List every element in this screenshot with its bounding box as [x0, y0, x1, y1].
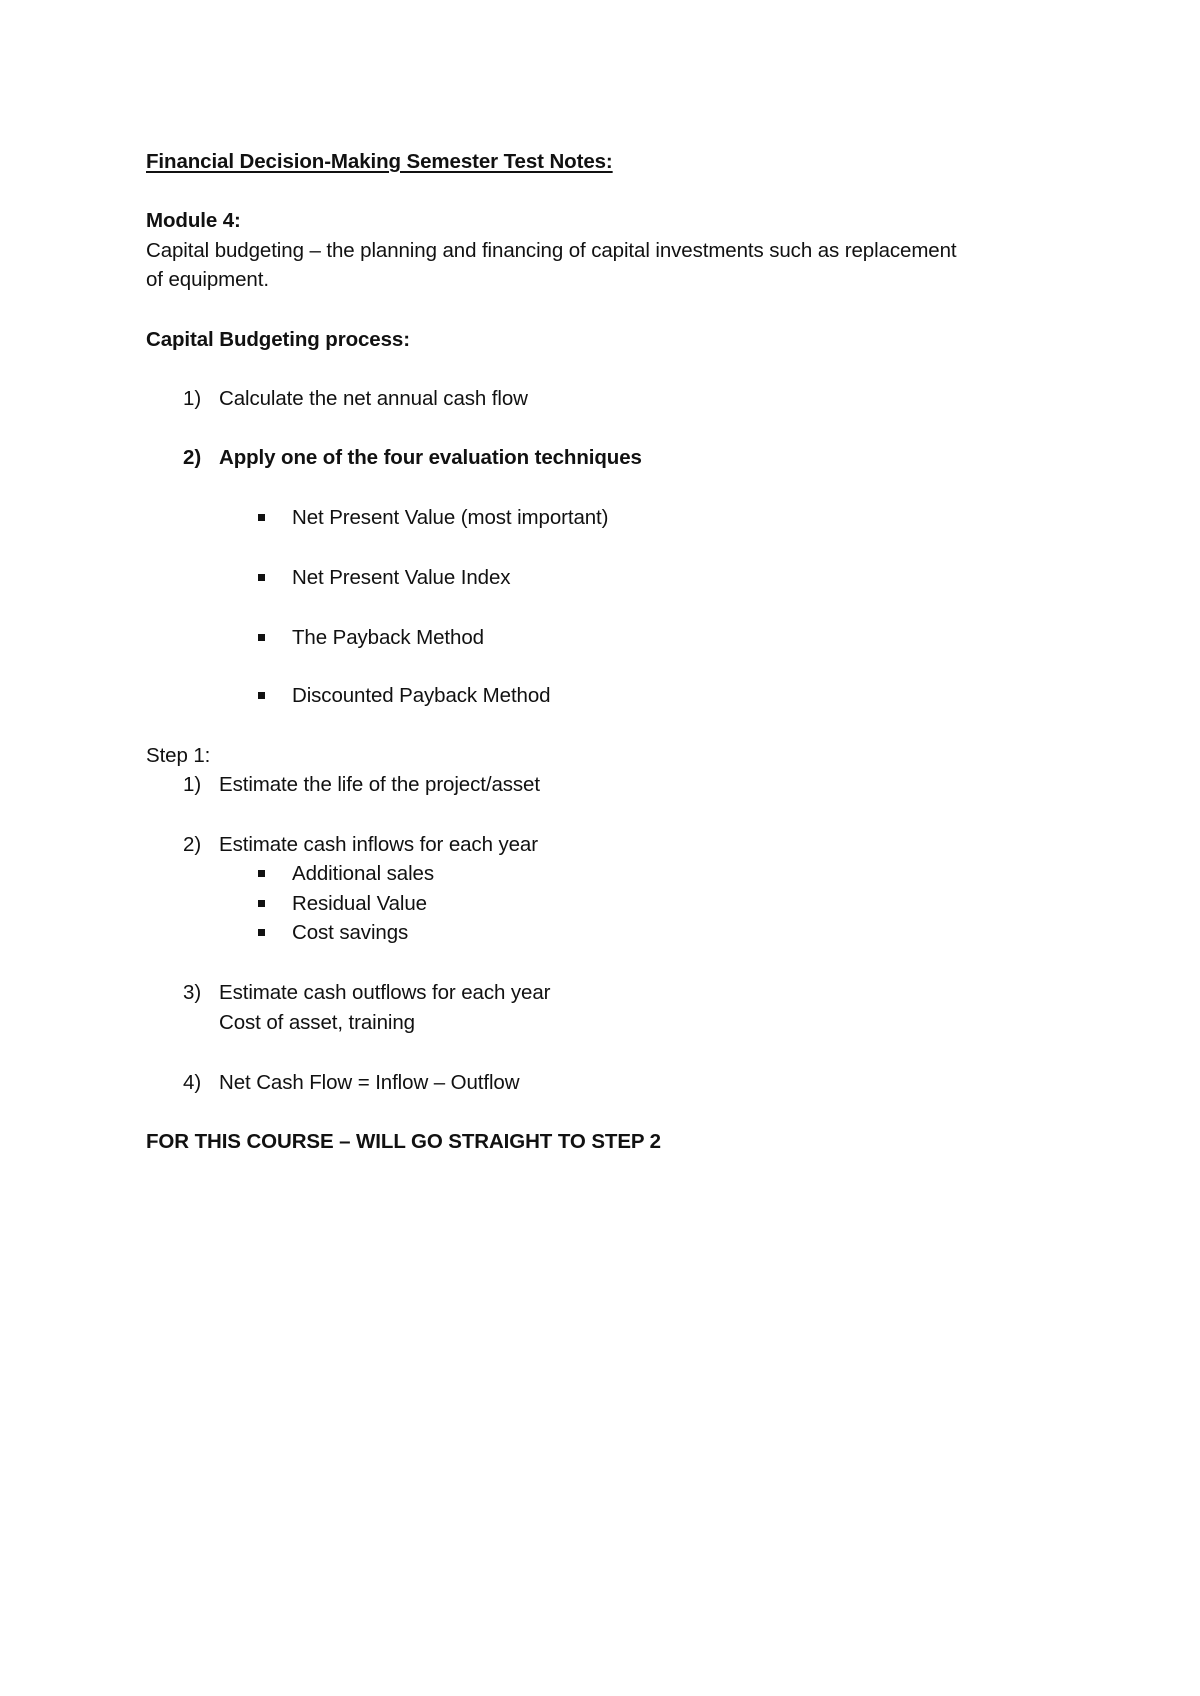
- step1-heading: Step 1:: [146, 744, 211, 767]
- technique-item-3: The Payback Method: [292, 626, 484, 649]
- bullet-marker: [258, 900, 265, 907]
- process-step-2-number: 2): [183, 446, 202, 469]
- step1-item-2-number: 2): [183, 833, 202, 856]
- inflow-item-1: Additional sales: [292, 862, 434, 885]
- step1-item-1-number: 1): [183, 773, 202, 796]
- step1-item-3-text: Estimate cash outflows for each year: [219, 981, 551, 1004]
- process-step-2-text: Apply one of the four evaluation techniques: [219, 446, 642, 469]
- outflow-detail: Cost of asset, training: [219, 1011, 415, 1034]
- technique-item-4: Discounted Payback Method: [292, 684, 551, 707]
- bullet-marker: [258, 692, 265, 699]
- bullet-marker: [258, 929, 265, 936]
- step1-item-4-number: 4): [183, 1071, 202, 1094]
- step1-item-1-text: Estimate the life of the project/asset: [219, 773, 540, 796]
- document-title: Financial Decision-Making Semester Test Notes:: [146, 150, 613, 173]
- definition-line-1: Capital budgeting – the planning and financing of capital investments such as replacement: [146, 239, 957, 262]
- process-step-1-number: 1): [183, 387, 202, 410]
- definition-line-2: of equipment.: [146, 268, 269, 291]
- process-step-1-text: Calculate the net annual cash flow: [219, 387, 528, 410]
- step1-item-4-text: Net Cash Flow = Inflow – Outflow: [219, 1071, 520, 1094]
- bullet-marker: [258, 514, 265, 521]
- bullet-marker: [258, 574, 265, 581]
- inflow-item-2: Residual Value: [292, 892, 427, 915]
- closing-note: FOR THIS COURSE – WILL GO STRAIGHT TO STEP 2: [146, 1130, 661, 1153]
- process-heading: Capital Budgeting process:: [146, 328, 410, 351]
- step1-item-2-text: Estimate cash inflows for each year: [219, 833, 538, 856]
- bullet-marker: [258, 870, 265, 877]
- bullet-marker: [258, 634, 265, 641]
- step1-item-3-number: 3): [183, 981, 202, 1004]
- technique-item-2: Net Present Value Index: [292, 566, 511, 589]
- technique-item-1: Net Present Value (most important): [292, 506, 609, 529]
- module-heading: Module 4:: [146, 209, 241, 232]
- inflow-item-3: Cost savings: [292, 921, 409, 944]
